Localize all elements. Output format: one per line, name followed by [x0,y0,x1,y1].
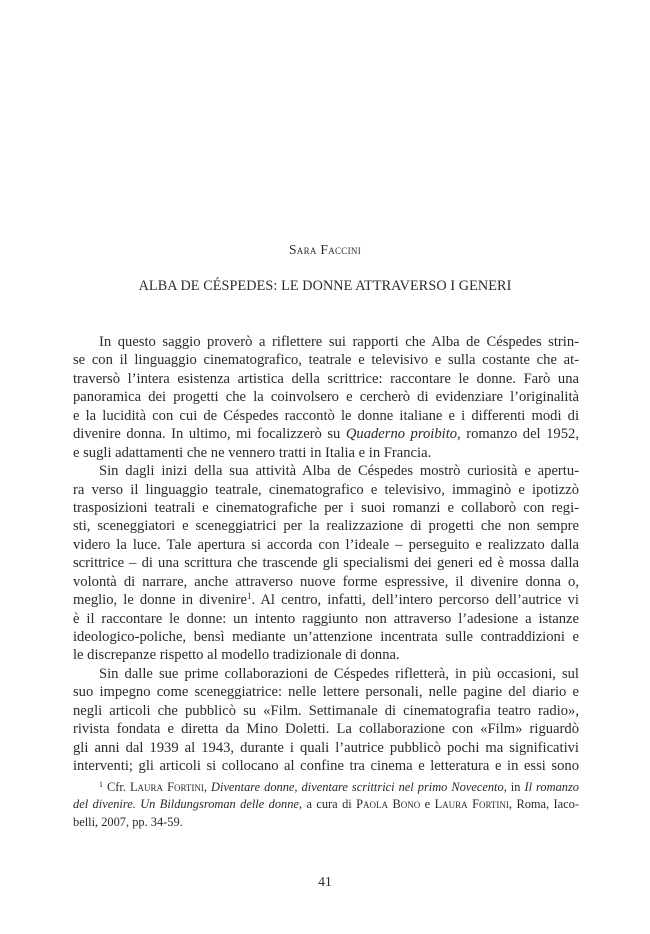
body-text: le discrepanze rispetto al modello tradizionale di donna. [73,647,400,664]
footnote-text: , a cura di [298,797,357,812]
body-line [73,462,579,480]
body-line [73,665,579,683]
body-line [73,554,579,572]
body-line [73,739,579,757]
footnote-text: , in [503,780,525,794]
footnote-editor-name: Laura Fortini [434,797,509,812]
body-line [73,481,579,499]
footnote-text: Cfr. [103,780,130,794]
article-author: Sara Faccini [289,242,361,257]
body-line [73,591,579,609]
body-line [73,407,579,425]
body-text: rivista fondata e diretta da Mino Doletti. La collaborazione con «Film» riguardò [73,721,579,738]
footnote-mark: 1 [99,780,103,789]
body-text: suo impegno come sceneggiatrice: nelle lettere personali, nelle pagine del diario e [73,684,579,701]
body-line [73,444,579,462]
body-text: gli anni dal 1939 al 1943, durante i quali l’autrice pubblicò pochi ma significativi [73,739,579,756]
body-line [73,388,579,406]
body-text: interventi; gli articoli si collocano al confine tra cinema e letteratura e in essi sono [73,758,579,775]
body-line [73,499,579,517]
footnote-editor-name: Paola Bono [356,797,421,812]
body-text: panoramica dei progetti che la coinvolsero e cercherò di evidenziare l’originalità [73,389,579,406]
body-line [73,720,579,738]
footnote-line [73,796,579,813]
footnote-text: e [420,797,435,812]
body-text: scrittrice – di una scrittura che trascende gli specialismi dei generi ed è mossa dalla [73,555,579,572]
italic-title: Quaderno proibito [345,426,458,443]
footnote-text: , Roma, Iaco- [508,797,579,812]
body-line [73,536,579,554]
body-text: Sin dagli inizi della sua attività Alba de Céspedes mostrò curiosità e apertu- [99,463,579,480]
body-text: e la lucidità con cui de Céspedes raccontò le donne italiane e i differenti modi di [73,407,579,424]
body-line [73,757,579,775]
footnote-book-title: del divenire. Un Bildungsroman delle donne [73,797,299,812]
body-text: trasposizioni teatrali e cinematografiche per i suoi romanzi e collaborò con regi- [73,499,579,516]
body-line [73,573,579,591]
body-text: negli articoli che pubblicò su «Film. Settimanale di cinematografia teatro radio», [73,702,579,719]
body-text: videro la luce. Tale apertura si accorda con l’ideale – perseguito e realizzato dalla [73,536,579,553]
body-text: è il raccontare le donne: un intento raggiunto non attraverso l’adesione a istanze [73,610,579,627]
body-line [73,333,579,351]
footnote-book-title: Diventare donne, diventare scrittrici nel primo Novecento [211,780,504,794]
body-text: volontà di narrare, anche attraverso nuove forme espressive, il divenire donna o, [73,573,579,590]
footnote-text: belli, 2007, pp. 34-59. [73,814,183,829]
footnote-author-name: Laura Fortini [129,780,204,794]
footnotes [73,779,579,831]
body-line [73,702,579,720]
body-text: ra verso il linguaggio teatrale, cinematografico e televisivo, immaginò e ipotizzò [73,481,579,498]
body-line [73,370,579,388]
body-line [73,351,579,369]
body-line [73,425,579,443]
footnote-text: , [203,780,212,794]
body-text: . Al centro, infatti, dell’intero percorso dell’autrice vi [251,592,579,609]
body-text: ideologico-poliche, bensì mediante un’attenzione incentrata sulle contraddizioni e [73,629,579,645]
footnote-book-title: Il romanzo [524,780,579,794]
body-text: e sugli adattamenti che ne vennero tratti in Italia e in Francia. [73,444,432,461]
body-text: In questo saggio proverò a riflettere sui rapporti che Alba de Céspedes strin- [99,334,579,350]
body-line [73,517,579,535]
body-text: , romanzo del 1952, [457,426,579,443]
body-line [73,646,579,664]
body-line [73,628,579,646]
body-text: se con il linguaggio cinematografico, teatrale e televisivo e sulla costante che at- [73,352,579,369]
article-title: ALBA DE CÉSPEDES: LE DONNE ATTRAVERSO I GENERI [138,278,512,294]
body-text: sti, sceneggiatori e sceneggiatrici per la realizzazione di progetti che non sempre [73,518,579,535]
page-number: 41 [318,874,332,889]
body-text: meglio, le donne in divenire [73,592,247,609]
body-text: traversò l’intera esistenza artistica della scrittrice: raccontare le donne. Farò una [73,370,579,387]
footnote-reference[interactable]: 1 [246,591,252,602]
body-text: divenire donna. In ultimo, mi focalizzerò su [73,426,346,443]
body-line [73,610,579,628]
body-text: Sin dalle sue prime collaborazioni de Céspedes rifletterà, in più occasioni, sul [99,665,579,682]
footnote-line [73,814,579,831]
article-body [73,333,579,776]
body-line [73,683,579,701]
footnote-line [73,779,579,796]
